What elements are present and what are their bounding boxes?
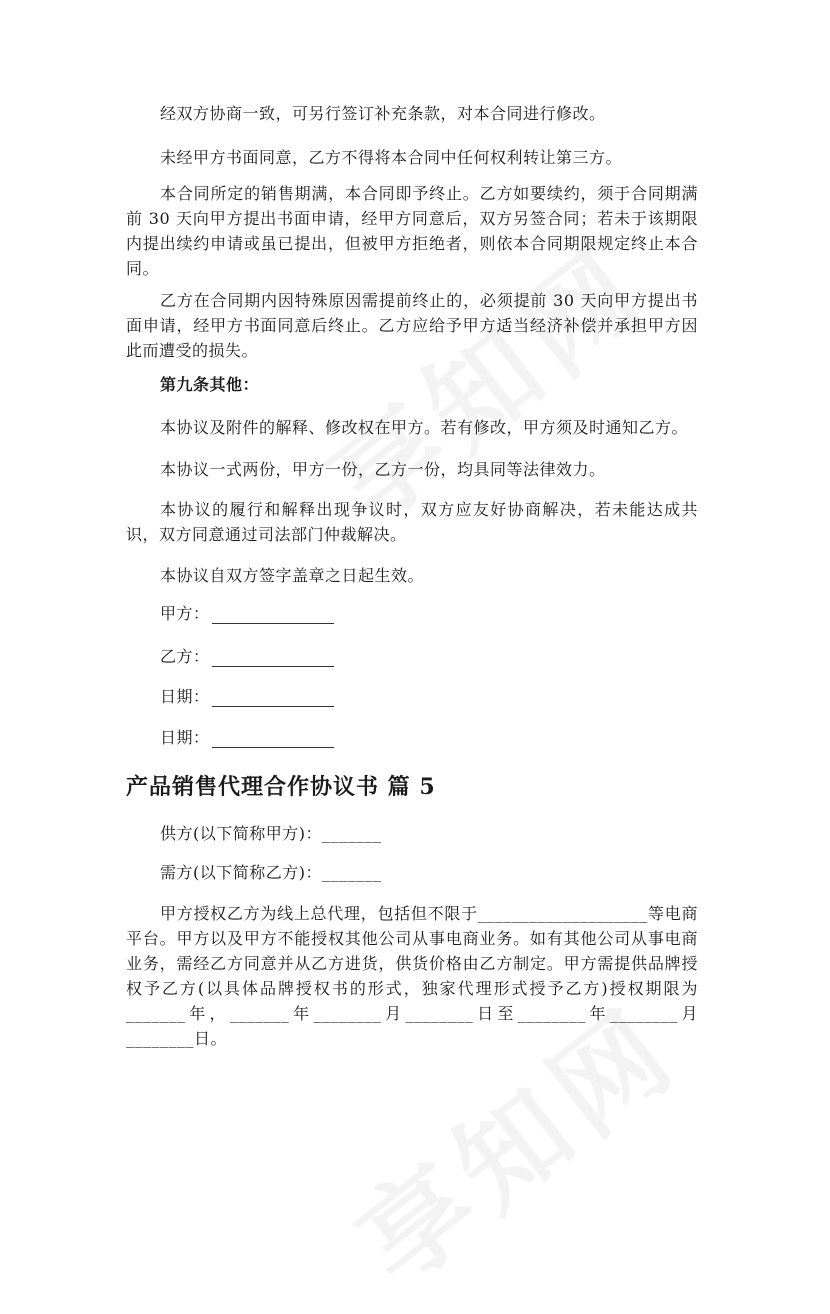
section-title: 产品销售代理合作协议书 篇 5 bbox=[126, 774, 436, 800]
signature-party-a bbox=[160, 602, 334, 626]
paragraph-transfer: 未经甲方书面同意，乙方不得将本合同中任何权利转让第三方。 bbox=[160, 148, 623, 167]
supplier-line: 供方(以下简称甲方)：_______ bbox=[160, 824, 382, 843]
signature-date-1 bbox=[160, 685, 334, 709]
paragraph-copies: 本协议一式两份，甲方一份，乙方一份，均具同等法律效力。 bbox=[160, 460, 606, 479]
paragraph-interpretation: 本协议及附件的解释、修改权在甲方。若有修改，甲方须及时通知乙方。 bbox=[160, 418, 689, 437]
signature-label: 乙方： bbox=[160, 647, 210, 666]
signature-date-2 bbox=[160, 726, 334, 750]
signature-blank-line bbox=[212, 648, 334, 667]
signature-blank-line bbox=[212, 729, 334, 748]
paragraph-amendment: 经双方协商一致，可另行签订补充条款，对本合同进行修改。 bbox=[160, 104, 606, 123]
signature-blank-line bbox=[212, 605, 334, 624]
paragraph-effective: 本协议自双方签字盖章之日起生效。 bbox=[160, 566, 425, 585]
signature-party-b bbox=[160, 645, 334, 669]
signature-label: 甲方： bbox=[160, 604, 210, 623]
paragraph-dispute: 本协议的履行和解释出现争议时，双方应友好协商解决，若未能达成共识，双方同意通过司法部门仲裁解决。 bbox=[126, 500, 698, 544]
paragraph-authorization: 甲方授权乙方为线上总代理，包括但不限于____________________等电商平台。甲方以及甲方不能授权其他公司从事电商业务。如有其他公司从事电商业务，需经乙方同意并从乙方进货，供货价格由乙方制定。甲方需提供品牌授权予乙方(以具体品牌授权书的形式，独家代理形式授予乙方)授权期限为_______年，_______年________月________日至________年________月________日。 bbox=[126, 904, 698, 1048]
signature-label: 日期： bbox=[160, 687, 210, 706]
article-9-heading: 第九条其他： bbox=[160, 375, 260, 394]
paragraph-renewal: 本合同所定的销售期满，本合同即予终止。乙方如要续约，须于合同期满前 30 天向甲方提出书面申请，经甲方同意后，双方另签合同；若未于该期限内提出续约申请或虽已提出，但被甲方拒绝者，则依本合同期限规定终止本合同。 bbox=[126, 184, 698, 278]
demander-line: 需方(以下简称乙方)：_______ bbox=[160, 863, 382, 882]
paragraph-early-termination: 乙方在合同期内因特殊原因需提前终止的，必须提前 30 天向甲方提出书面申请，经甲方书面同意后终止。乙方应给予甲方适当经济补偿并承担甲方因此而遭受的损失。 bbox=[126, 291, 698, 360]
signature-blank-line bbox=[212, 688, 334, 707]
signature-label: 日期： bbox=[160, 728, 210, 747]
